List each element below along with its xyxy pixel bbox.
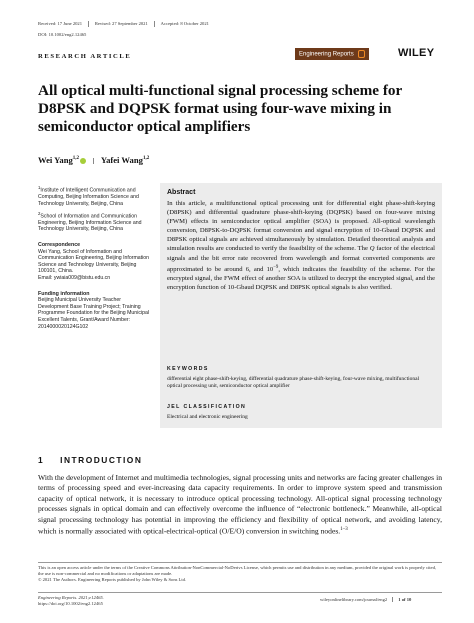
keywords-text: differential eight phase-shift-keying, differential quadrature phase-shift-keying, four-wave mixing, multifunctional optical processing unit, semiconductor optical amplifier [167, 376, 420, 390]
correspondence-text: Wei Yang, School of Information and Communication Engineering, Beijing Information Science and Technology University, Beijing 100101, China. [38, 248, 150, 275]
doi-url[interactable]: https://doi.org/10.1002/eng2.12465 [38, 601, 103, 607]
exponent: −9 [273, 264, 279, 270]
correspondence-email[interactable]: Email: ywiaia009@bistu.edu.cn [38, 275, 111, 281]
page-number: 1 of 10 [398, 597, 412, 602]
abstract-heading: Abstract [167, 189, 196, 196]
publisher-logo: WILEY [398, 47, 435, 59]
divider [88, 21, 89, 27]
affiliation-text: Institute of Intelligent Communication and Computing, Beijing Information Science and Technology University, Beijing, China [38, 187, 139, 207]
author-name[interactable]: Wei Yang [38, 155, 73, 165]
accepted-date: Accepted: 8 October 2021 [160, 21, 209, 27]
submission-dates [38, 21, 209, 27]
author-list [38, 155, 149, 165]
divider [154, 21, 155, 27]
orcid-icon[interactable] [80, 158, 86, 164]
license-text: This is an open access article under the terms of the Creative Commons Attribution-NonCommercial-NoDerivs License, which permits use and distribution in any medium, provided the original work is properly cited, the use is non-commercial and no modifications or adaptations are made. [38, 565, 437, 577]
footer-citation [38, 595, 104, 607]
affiliation-text: School of Information and Communication Engineering, Beijing Information Science and Technology University, Beijing, China [38, 213, 142, 233]
divider [93, 158, 94, 164]
affiliation-1 [38, 185, 152, 208]
affiliation-mark: 1 [38, 185, 41, 190]
introduction-paragraph [38, 473, 442, 537]
doi-link[interactable]: DOI: 10.1002/eng2.12465 [38, 32, 87, 37]
section-title: INTRODUCTION [60, 455, 143, 465]
divider [392, 597, 393, 602]
abstract-text-part: factor of the electrical signals and the bit error rate recovered from wavelength and format converted components are approximated to be around 6, and 10 [167, 245, 435, 273]
copyright-text: © 2021 The Authors. Engineering Reports published by John Wiley & Sons Ltd. [38, 577, 187, 583]
open-access-icon [358, 50, 365, 58]
author-affiliation-mark: 1,2 [142, 156, 150, 162]
author-name[interactable]: Yafei Wang [100, 155, 143, 165]
journal-site-link[interactable]: wileyonlinelibrary.com/journal/eng2 [320, 597, 388, 602]
affiliation-mark: 2 [38, 210, 41, 216]
keywords-heading: KEYWORDS [167, 366, 209, 372]
journal-badge[interactable] [295, 48, 369, 60]
affiliations [38, 185, 152, 330]
section-number: 1 [38, 455, 45, 465]
jel-text: Electrical and electronic engineering [167, 414, 248, 420]
correspondence-heading: Correspondence [38, 242, 81, 249]
article-title: All optical multi-functional signal processing scheme for D8PSK and DQPSK format using four-wave mixing in semiconductor optical amplifiers [38, 82, 402, 135]
jel-heading: JEL CLASSIFICATION [167, 404, 247, 410]
divider [38, 562, 442, 563]
journal-badge-label: Engineering Reports [299, 51, 354, 58]
affiliation-2 [38, 211, 152, 234]
funding-information [38, 291, 152, 331]
journal-citation: Engineering Reports. 2021;e12465. [38, 595, 104, 600]
article-type: RESEARCH ARTICLE [38, 53, 132, 60]
revised-date: Revised: 27 September 2021 [94, 21, 148, 27]
funding-heading: Funding information [38, 290, 90, 297]
footer-right [320, 597, 411, 602]
abstract-text [167, 199, 435, 292]
correspondence [38, 242, 152, 282]
divider [38, 592, 442, 593]
author-affiliation-mark: 1,2 [72, 156, 80, 162]
citation-mark[interactable]: 1–3 [340, 527, 348, 533]
section-heading [38, 455, 142, 465]
abstract-text-part: In this article, a multifunctional optical processing unit for differential eight phase-shift-keying (D8PSK) and differential quadrature phase-shift-keying (DQPSK) based on four-wave mixing (FWM) effects in semiconductor optical amplifier (SOA) is proposed. All-optical wavelength conversion, D8PSK-to-DQPSK format conversion and signal encryption of 10-Gbaud DQPSK and D8PSK optical signals are achieved simultaneously by simulation. Detailed theoretical analysis and simulation results are conducted to verify the feasibility of the scheme. The [167, 200, 435, 253]
license-notice [38, 565, 442, 584]
abstract-text-part: , which indicates the feasibility of the scheme. For the encrypted signal, the FWM effect of another SOA is utilized to decrypt the encrypted signal, and the encryption function of 10-Gbaud DQPSK and D8PSK optical signals is also verified. [167, 265, 435, 292]
paragraph-text: With the development of Internet and multimedia technologies, signal processing units and networks are facing greater challenges in terms of processing speed and ever-increasing data capacity requirements. In order to improve system speed and transmission capacity of optical network, it is necessary to introduce optical processing technology. All-optical signal processing technology processes signals in optical domain and can effectively overcome the influence of “electronic bottleneck.” Meanwhile, all-optical signal processing technology has potential in improving the efficiency and flexibility of optical network, and avoiding latency, which is normally associated with optical-electrical-optical (O/E/O) conversion in switching nodes. [38, 473, 442, 536]
received-date: Received: 17 June 2021 [38, 21, 83, 27]
funding-text: Beijing Municipal University Teacher Development Base Training Project; Training Programme Foundation for the Beijing Municipal Excellent Talents, Grant/Award Number: 2014000020124G102 [38, 297, 150, 330]
q-factor-symbol: Q [369, 245, 375, 253]
